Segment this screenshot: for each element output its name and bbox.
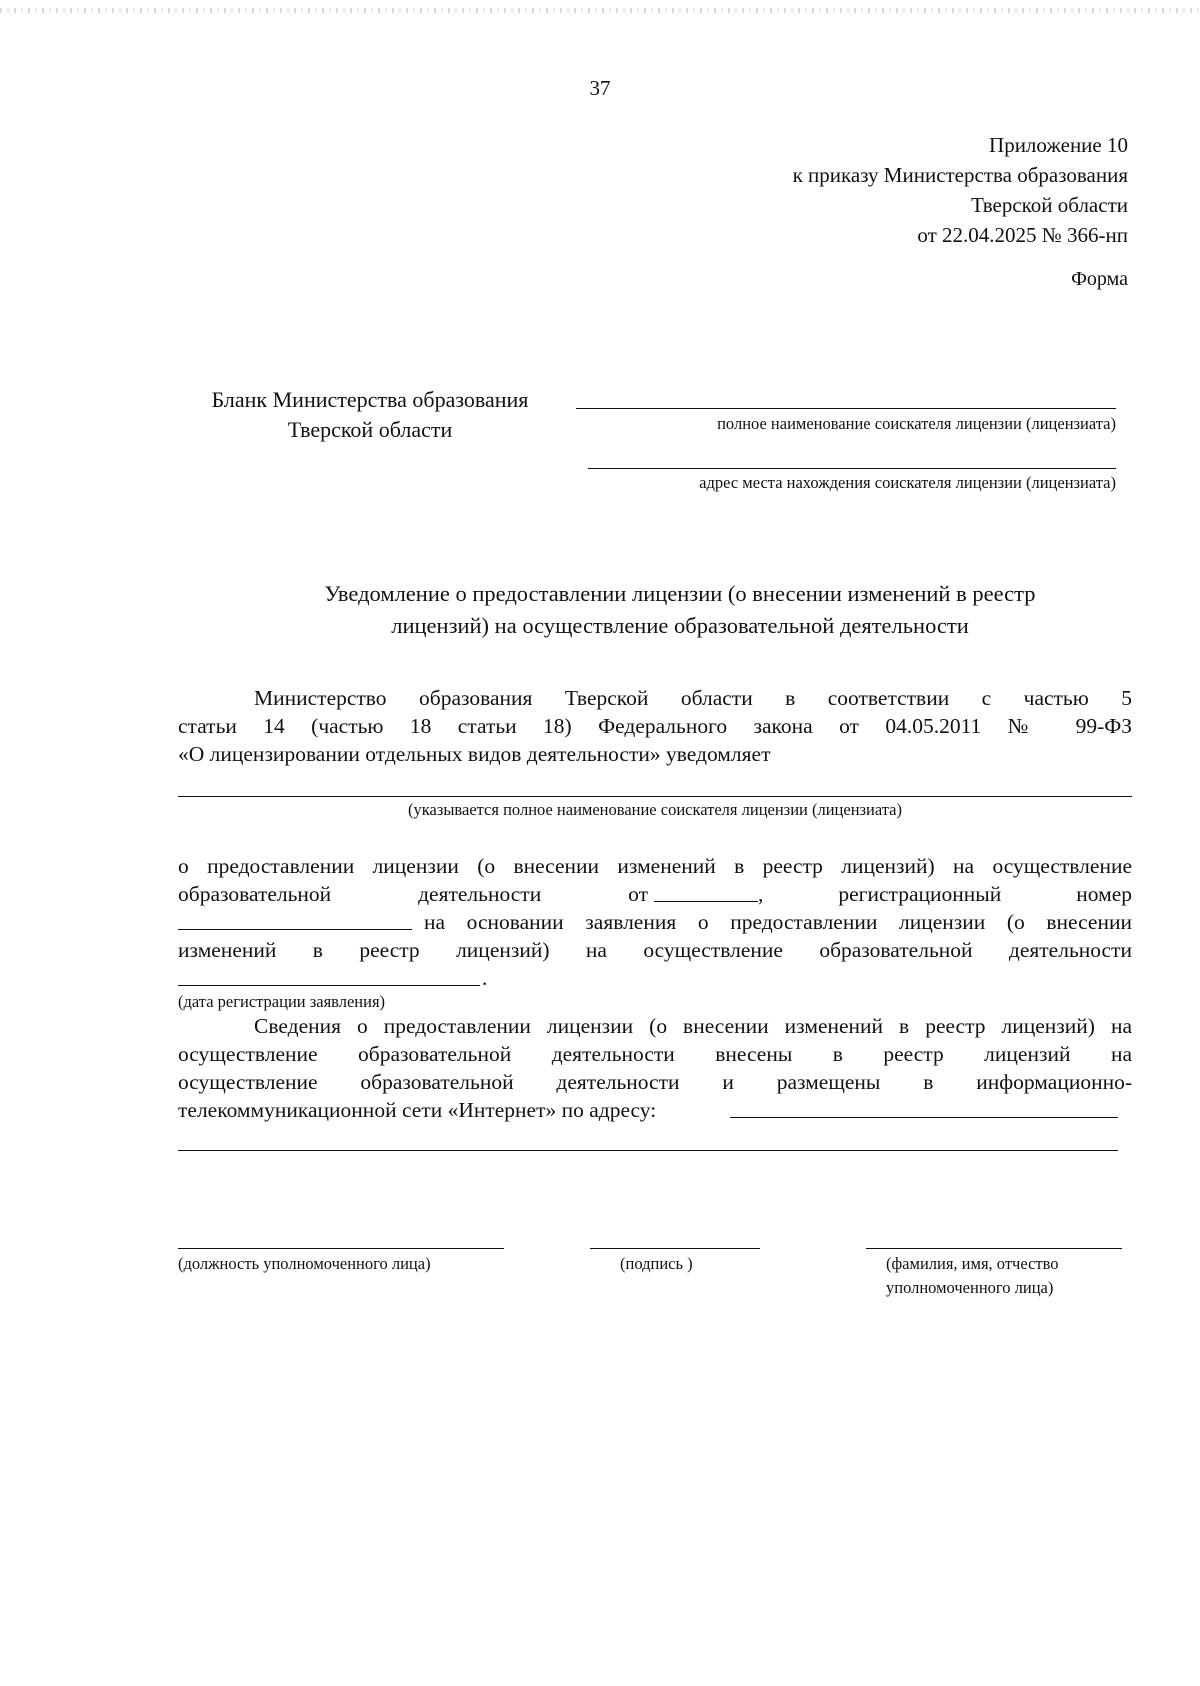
registration-number-field[interactable] <box>178 911 412 930</box>
licensee-name-line[interactable] <box>178 796 1132 797</box>
full-name-caption-line: уполномоченного лица) <box>886 1278 1054 1297</box>
application-date-line <box>178 964 578 992</box>
position-line[interactable] <box>178 1248 504 1249</box>
page-number: 37 <box>589 76 611 100</box>
internet-address-continuation-line[interactable] <box>178 1150 1118 1151</box>
licensee-name-caption: (указывается полное наименование соискателя лицензии (лицензиата) <box>407 800 902 819</box>
full-name-line[interactable] <box>866 1248 1122 1249</box>
grant-date-field[interactable] <box>654 883 758 902</box>
appendix-line: к приказу Министерства образования <box>792 163 1128 187</box>
document-title <box>230 578 1130 642</box>
full-name-caption <box>886 1252 1059 1300</box>
registry-line: осуществление образовательной деятельности и размещены в информационно- <box>178 1070 1132 1094</box>
grant-text: на основании заявления о предоставлении лицензии (о внесении <box>424 910 1132 934</box>
grant-line-date <box>178 880 1132 908</box>
appendix-line: от 22.04.2025 № 366-нп <box>917 223 1128 247</box>
registry-address-line <box>178 1096 1132 1124</box>
title-line: лицензий) на осуществление образовательной деятельности <box>391 613 969 638</box>
blank-line: Бланк Министерства образования <box>211 387 529 412</box>
applicant-address-line[interactable] <box>588 468 1116 469</box>
grant-line-number <box>178 908 1132 936</box>
registry-text: телекоммуникационной сети «Интернет» по адресу: <box>178 1098 657 1122</box>
form-label: Форма <box>1071 268 1128 290</box>
scan-artifact <box>0 8 1200 13</box>
applicant-address-caption: адрес места нахождения соискателя лицензии (лицензиата) <box>699 473 1116 492</box>
applicant-name-caption: полное наименование соискателя лицензии (лицензиата) <box>717 414 1116 433</box>
full-name-caption-line: (фамилия, имя, отчество <box>886 1254 1059 1273</box>
position-caption: (должность уполномоченного лица) <box>178 1254 431 1273</box>
signature-caption: (подпись ) <box>620 1254 693 1273</box>
applicant-name-line[interactable] <box>576 408 1116 409</box>
ministry-blank <box>190 385 550 445</box>
intro-line: «О лицензировании отдельных видов деятельности» уведомляет <box>178 742 771 766</box>
internet-address-field[interactable] <box>730 1099 1118 1118</box>
grant-text: образовательной деятельности от <box>178 882 648 906</box>
intro-line: Министерство образования Тверской области в соответствии с частью 5 <box>254 686 1132 710</box>
registry-line: осуществление образовательной деятельности внесены в реестр лицензий на <box>178 1042 1132 1066</box>
grant-line: изменений в реестр лицензий) на осуществление образовательной деятельности <box>178 938 1132 962</box>
intro-line: статьи 14 (частью 18 статьи 18) Федерального закона от 04.05.2011 № 99-ФЗ <box>178 714 1132 738</box>
blank-line: Тверской области <box>287 417 453 442</box>
registry-line: Сведения о предоставлении лицензии (о внесении изменений в реестр лицензий) на <box>254 1014 1132 1038</box>
grant-line: о предоставлении лицензии (о внесении изменений в реестр лицензий) на осуществление <box>178 854 1132 878</box>
application-date-field[interactable] <box>178 967 480 986</box>
title-line: Уведомление о предоставлении лицензии (о внесении изменений в реестр <box>324 581 1036 606</box>
signature-line[interactable] <box>590 1248 760 1249</box>
appendix-line: Тверской области <box>970 193 1128 217</box>
period: . <box>482 966 488 990</box>
appendix-header <box>793 130 1128 250</box>
appendix-line: Приложение 10 <box>989 133 1128 157</box>
grant-text: , регистрационный номер <box>758 882 1132 906</box>
application-date-caption: (дата регистрации заявления) <box>178 992 386 1011</box>
